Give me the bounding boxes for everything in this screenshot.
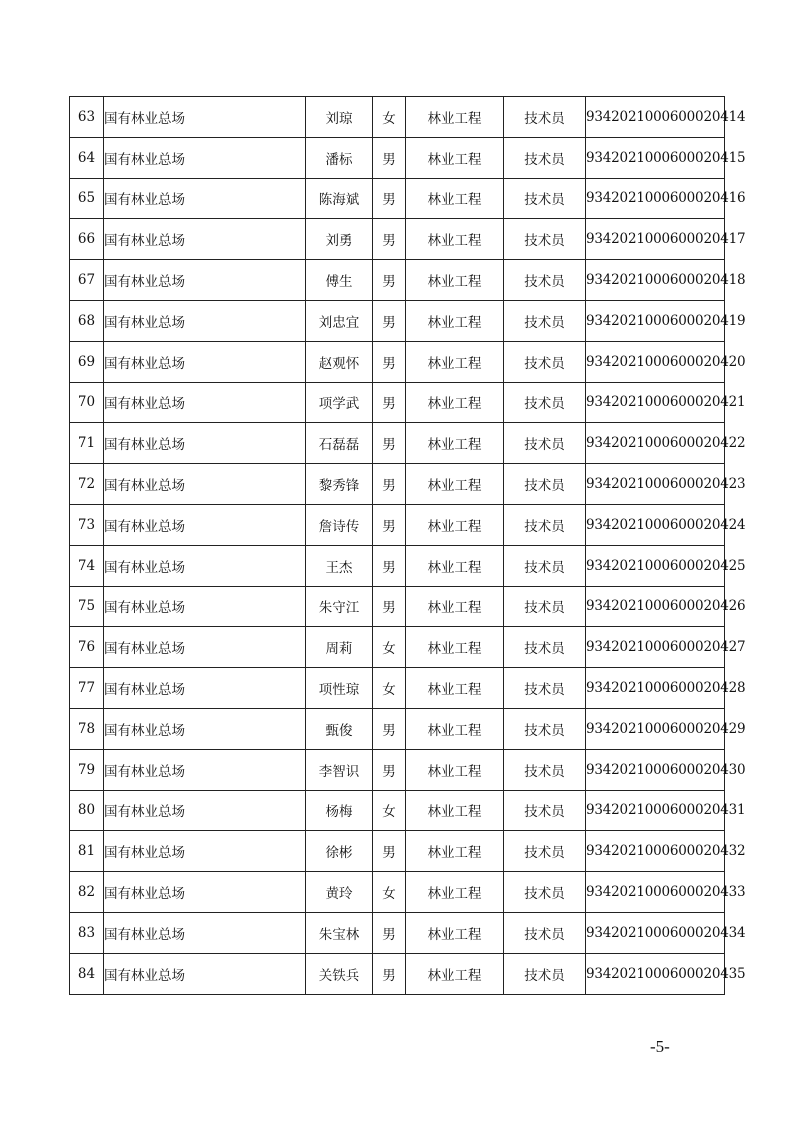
table-row bbox=[70, 423, 725, 464]
certificate-number-cell: 9342021000600020423 bbox=[586, 464, 725, 505]
gender-cell: 男 bbox=[373, 708, 406, 749]
table-row bbox=[70, 137, 725, 178]
person-name-cell: 赵观怀 bbox=[306, 341, 373, 382]
certificate-number-cell: 9342021000600020434 bbox=[586, 912, 725, 953]
gender-cell: 女 bbox=[373, 790, 406, 831]
unit-cell: 国有林业总场 bbox=[104, 464, 306, 505]
major-cell: 林业工程 bbox=[406, 382, 504, 423]
gender-cell: 男 bbox=[373, 341, 406, 382]
gender-cell: 男 bbox=[373, 749, 406, 790]
major-cell: 林业工程 bbox=[406, 708, 504, 749]
person-name-cell: 李智识 bbox=[306, 749, 373, 790]
unit-cell: 国有林业总场 bbox=[104, 912, 306, 953]
title-cell: 技术员 bbox=[504, 464, 586, 505]
table-row bbox=[70, 545, 725, 586]
title-cell: 技术员 bbox=[504, 953, 586, 994]
table-row bbox=[70, 872, 725, 913]
certificate-number-cell: 9342021000600020427 bbox=[586, 627, 725, 668]
table-row bbox=[70, 708, 725, 749]
table-row bbox=[70, 912, 725, 953]
person-name-cell: 朱守江 bbox=[306, 586, 373, 627]
row-number-cell: 76 bbox=[70, 627, 104, 668]
person-name-cell: 朱宝林 bbox=[306, 912, 373, 953]
table-row bbox=[70, 790, 725, 831]
table-row bbox=[70, 464, 725, 505]
certificate-number-cell: 9342021000600020432 bbox=[586, 831, 725, 872]
title-cell: 技术员 bbox=[504, 749, 586, 790]
unit-cell: 国有林业总场 bbox=[104, 668, 306, 709]
row-number-cell: 80 bbox=[70, 790, 104, 831]
gender-cell: 女 bbox=[373, 627, 406, 668]
person-name-cell: 黄玲 bbox=[306, 872, 373, 913]
row-number-cell: 79 bbox=[70, 749, 104, 790]
person-name-cell: 石磊磊 bbox=[306, 423, 373, 464]
unit-cell: 国有林业总场 bbox=[104, 423, 306, 464]
major-cell: 林业工程 bbox=[406, 668, 504, 709]
unit-cell: 国有林业总场 bbox=[104, 97, 306, 138]
title-cell: 技术员 bbox=[504, 872, 586, 913]
certificate-number-cell: 9342021000600020424 bbox=[586, 504, 725, 545]
unit-cell: 国有林业总场 bbox=[104, 627, 306, 668]
title-cell: 技术员 bbox=[504, 300, 586, 341]
gender-cell: 女 bbox=[373, 668, 406, 709]
gender-cell: 男 bbox=[373, 219, 406, 260]
certificate-number-cell: 9342021000600020421 bbox=[586, 382, 725, 423]
title-cell: 技术员 bbox=[504, 831, 586, 872]
certificate-number-cell: 9342021000600020422 bbox=[586, 423, 725, 464]
certificate-number-cell: 9342021000600020430 bbox=[586, 749, 725, 790]
row-number-cell: 75 bbox=[70, 586, 104, 627]
table-row bbox=[70, 382, 725, 423]
title-cell: 技术员 bbox=[504, 912, 586, 953]
roster-table-body bbox=[70, 97, 746, 995]
row-number-cell: 71 bbox=[70, 423, 104, 464]
row-number-cell: 84 bbox=[70, 953, 104, 994]
table-row bbox=[70, 341, 725, 382]
person-name-cell: 周莉 bbox=[306, 627, 373, 668]
certificate-number-cell: 9342021000600020418 bbox=[586, 260, 725, 301]
title-cell: 技术员 bbox=[504, 97, 586, 138]
row-number-cell: 66 bbox=[70, 219, 104, 260]
certificate-number-cell: 9342021000600020431 bbox=[586, 790, 725, 831]
title-cell: 技术员 bbox=[504, 341, 586, 382]
gender-cell: 女 bbox=[373, 97, 406, 138]
gender-cell: 男 bbox=[373, 504, 406, 545]
certificate-number-cell: 9342021000600020425 bbox=[586, 545, 725, 586]
gender-cell: 男 bbox=[373, 260, 406, 301]
certificate-number-cell: 9342021000600020420 bbox=[586, 341, 725, 382]
major-cell: 林业工程 bbox=[406, 97, 504, 138]
row-number-cell: 69 bbox=[70, 341, 104, 382]
person-name-cell: 刘忠宜 bbox=[306, 300, 373, 341]
major-cell: 林业工程 bbox=[406, 627, 504, 668]
roster-table bbox=[69, 96, 746, 995]
table-row bbox=[70, 953, 725, 994]
certificate-number-cell: 9342021000600020416 bbox=[586, 178, 725, 219]
gender-cell: 男 bbox=[373, 423, 406, 464]
certificate-number-cell: 9342021000600020426 bbox=[586, 586, 725, 627]
row-number-cell: 77 bbox=[70, 668, 104, 709]
unit-cell: 国有林业总场 bbox=[104, 504, 306, 545]
major-cell: 林业工程 bbox=[406, 137, 504, 178]
row-number-cell: 78 bbox=[70, 708, 104, 749]
gender-cell: 男 bbox=[373, 586, 406, 627]
title-cell: 技术员 bbox=[504, 586, 586, 627]
table-row bbox=[70, 219, 725, 260]
row-number-cell: 64 bbox=[70, 137, 104, 178]
major-cell: 林业工程 bbox=[406, 341, 504, 382]
unit-cell: 国有林业总场 bbox=[104, 219, 306, 260]
major-cell: 林业工程 bbox=[406, 300, 504, 341]
title-cell: 技术员 bbox=[504, 504, 586, 545]
row-number-cell: 83 bbox=[70, 912, 104, 953]
person-name-cell: 刘琼 bbox=[306, 97, 373, 138]
person-name-cell: 项学武 bbox=[306, 382, 373, 423]
person-name-cell: 黎秀锋 bbox=[306, 464, 373, 505]
unit-cell: 国有林业总场 bbox=[104, 790, 306, 831]
unit-cell: 国有林业总场 bbox=[104, 382, 306, 423]
row-number-cell: 67 bbox=[70, 260, 104, 301]
table-row bbox=[70, 260, 725, 301]
certificate-number-cell: 9342021000600020415 bbox=[586, 137, 725, 178]
major-cell: 林业工程 bbox=[406, 260, 504, 301]
title-cell: 技术员 bbox=[504, 790, 586, 831]
table-row bbox=[70, 504, 725, 545]
page-number: -5- bbox=[650, 1037, 670, 1056]
gender-cell: 女 bbox=[373, 872, 406, 913]
row-number-cell: 74 bbox=[70, 545, 104, 586]
table-row bbox=[70, 831, 725, 872]
unit-cell: 国有林业总场 bbox=[104, 749, 306, 790]
table-row bbox=[70, 300, 725, 341]
unit-cell: 国有林业总场 bbox=[104, 831, 306, 872]
certificate-number-cell: 9342021000600020428 bbox=[586, 668, 725, 709]
gender-cell: 男 bbox=[373, 178, 406, 219]
unit-cell: 国有林业总场 bbox=[104, 708, 306, 749]
unit-cell: 国有林业总场 bbox=[104, 953, 306, 994]
certificate-number-cell: 9342021000600020429 bbox=[586, 708, 725, 749]
title-cell: 技术员 bbox=[504, 627, 586, 668]
major-cell: 林业工程 bbox=[406, 831, 504, 872]
title-cell: 技术员 bbox=[504, 137, 586, 178]
gender-cell: 男 bbox=[373, 831, 406, 872]
certificate-number-cell: 9342021000600020417 bbox=[586, 219, 725, 260]
major-cell: 林业工程 bbox=[406, 464, 504, 505]
unit-cell: 国有林业总场 bbox=[104, 260, 306, 301]
table-row bbox=[70, 627, 725, 668]
title-cell: 技术员 bbox=[504, 708, 586, 749]
unit-cell: 国有林业总场 bbox=[104, 545, 306, 586]
major-cell: 林业工程 bbox=[406, 872, 504, 913]
gender-cell: 男 bbox=[373, 137, 406, 178]
certificate-number-cell: 9342021000600020419 bbox=[586, 300, 725, 341]
row-number-cell: 70 bbox=[70, 382, 104, 423]
gender-cell: 男 bbox=[373, 545, 406, 586]
certificate-number-cell: 934202100060002041​4 bbox=[586, 97, 725, 138]
row-number-cell: 65 bbox=[70, 178, 104, 219]
unit-cell: 国有林业总场 bbox=[104, 586, 306, 627]
title-cell: 技术员 bbox=[504, 382, 586, 423]
row-number-cell: 63 bbox=[70, 97, 104, 138]
person-name-cell: 詹诗传 bbox=[306, 504, 373, 545]
table-row bbox=[70, 749, 725, 790]
unit-cell: 国有林业总场 bbox=[104, 178, 306, 219]
person-name-cell: 关铁兵 bbox=[306, 953, 373, 994]
gender-cell: 男 bbox=[373, 912, 406, 953]
person-name-cell: 甄俊 bbox=[306, 708, 373, 749]
person-name-cell: 刘勇 bbox=[306, 219, 373, 260]
title-cell: 技术员 bbox=[504, 178, 586, 219]
row-number-cell: 72 bbox=[70, 464, 104, 505]
title-cell: 技术员 bbox=[504, 545, 586, 586]
unit-cell: 国有林业总场 bbox=[104, 872, 306, 913]
gender-cell: 男 bbox=[373, 464, 406, 505]
major-cell: 林业工程 bbox=[406, 790, 504, 831]
row-number-cell: 81 bbox=[70, 831, 104, 872]
person-name-cell: 王杰 bbox=[306, 545, 373, 586]
table-row bbox=[70, 586, 725, 627]
table-row bbox=[70, 668, 725, 709]
gender-cell: 男 bbox=[373, 953, 406, 994]
major-cell: 林业工程 bbox=[406, 545, 504, 586]
title-cell: 技术员 bbox=[504, 219, 586, 260]
row-number-cell: 73 bbox=[70, 504, 104, 545]
certificate-number-cell: 9342021000600020435 bbox=[586, 953, 725, 994]
major-cell: 林业工程 bbox=[406, 953, 504, 994]
major-cell: 林业工程 bbox=[406, 219, 504, 260]
row-number-cell: 82 bbox=[70, 872, 104, 913]
person-name-cell: 杨梅 bbox=[306, 790, 373, 831]
unit-cell: 国有林业总场 bbox=[104, 137, 306, 178]
person-name-cell: 潘标 bbox=[306, 137, 373, 178]
major-cell: 林业工程 bbox=[406, 586, 504, 627]
person-name-cell: 徐彬 bbox=[306, 831, 373, 872]
title-cell: 技术员 bbox=[504, 423, 586, 464]
gender-cell: 男 bbox=[373, 300, 406, 341]
major-cell: 林业工程 bbox=[406, 504, 504, 545]
major-cell: 林业工程 bbox=[406, 912, 504, 953]
gender-cell: 男 bbox=[373, 382, 406, 423]
major-cell: 林业工程 bbox=[406, 749, 504, 790]
row-number-cell: 68 bbox=[70, 300, 104, 341]
unit-cell: 国有林业总场 bbox=[104, 341, 306, 382]
person-name-cell: 傅生 bbox=[306, 260, 373, 301]
table-row bbox=[70, 178, 725, 219]
major-cell: 林业工程 bbox=[406, 178, 504, 219]
unit-cell: 国有林业总场 bbox=[104, 300, 306, 341]
major-cell: 林业工程 bbox=[406, 423, 504, 464]
certificate-number-cell: 9342021000600020433 bbox=[586, 872, 725, 913]
person-name-cell: 陈海斌 bbox=[306, 178, 373, 219]
person-name-cell: 项性琼 bbox=[306, 668, 373, 709]
title-cell: 技术员 bbox=[504, 668, 586, 709]
title-cell: 技术员 bbox=[504, 260, 586, 301]
table-row bbox=[70, 97, 725, 138]
